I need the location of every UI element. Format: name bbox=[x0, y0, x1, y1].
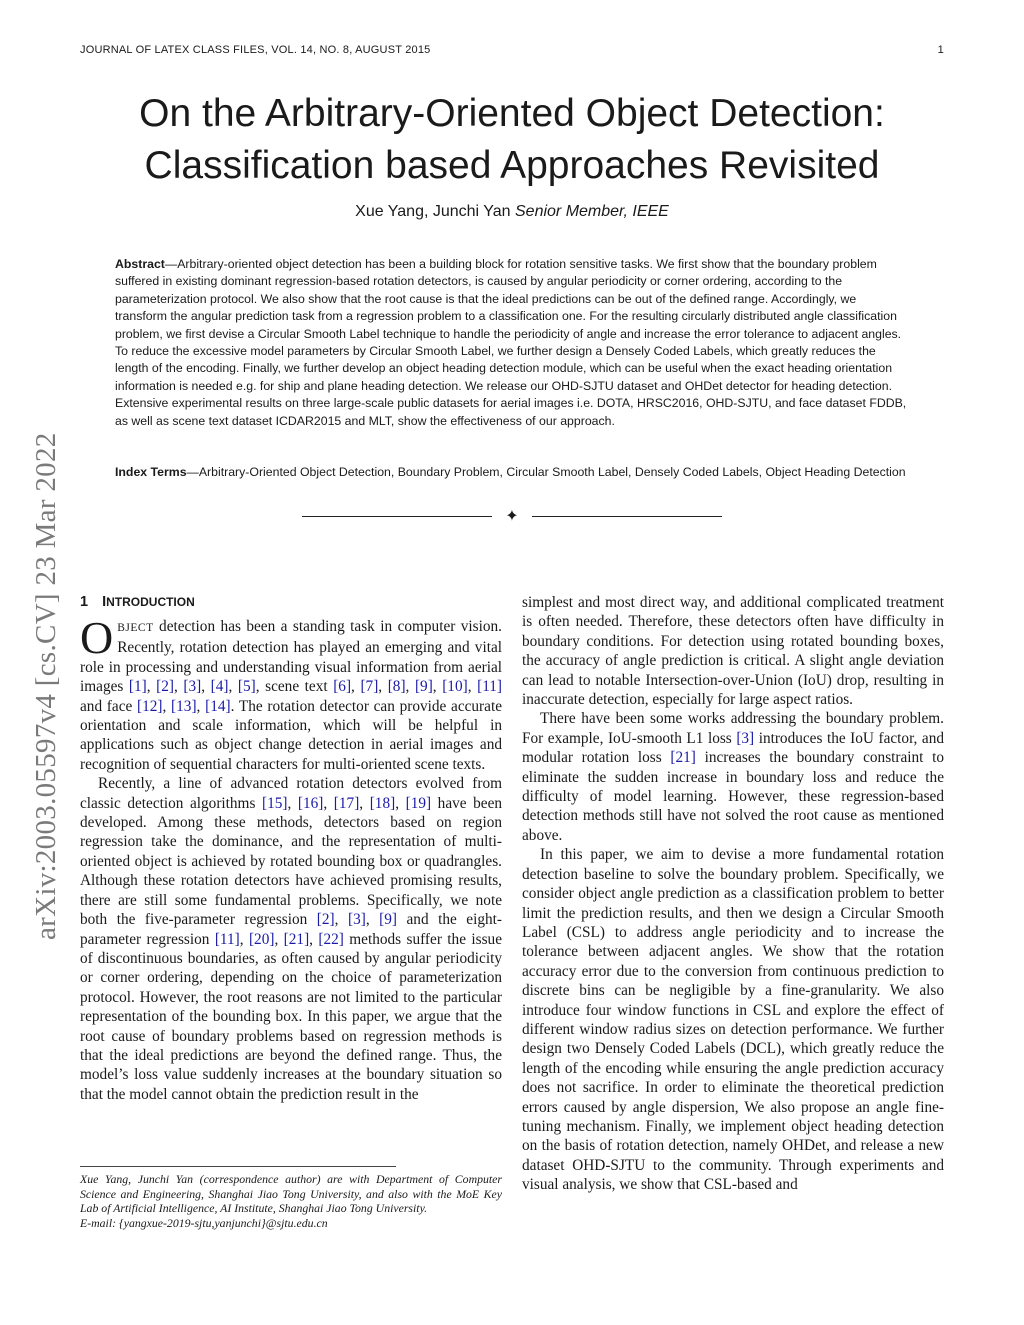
drop-cap: O bbox=[80, 612, 114, 663]
citation-link[interactable]: [19] bbox=[405, 794, 432, 812]
right-column bbox=[522, 593, 944, 1195]
citation-link[interactable]: [11] bbox=[214, 930, 240, 948]
drop-cap-smallcaps: BJECT bbox=[117, 622, 154, 634]
citation-link[interactable]: [9] bbox=[379, 911, 398, 929]
abstract-label: Abstract bbox=[115, 257, 165, 271]
citation-link[interactable]: [21] bbox=[670, 749, 696, 767]
citation-link[interactable]: [16] bbox=[297, 794, 324, 812]
footnote-rule bbox=[80, 1166, 396, 1167]
running-header bbox=[80, 44, 944, 60]
text-run: detection has been a standing task in computer vision. Recently, rotation detection has played an emerging and vital role in processing and understanding visual information from aerial images bbox=[80, 618, 502, 696]
citation-link[interactable]: [8] bbox=[387, 678, 406, 696]
intro-paragraph-3: simplest and most direct way, and additional complicated treatment is often needed. Therefore, these detectors often have difficulty in boundary conditions. For detection using rotated bounding boxes, the accuracy of angle prediction is critical. A slight angle deviation can lead to notable Intersection-over-Union (IoU) drop, resulting in inaccurate detection, especially for large aspect ratios. bbox=[522, 594, 944, 709]
paper-title bbox=[80, 88, 944, 192]
title-line-2: Classification based Approaches Revisited bbox=[144, 144, 880, 187]
citation-link[interactable]: [2] bbox=[316, 911, 335, 929]
citation-group: [1], [2], [3], [4], [5] bbox=[128, 678, 256, 696]
citation-link[interactable]: [3] bbox=[347, 911, 366, 929]
author-line bbox=[80, 203, 944, 221]
arxiv-identifier: arXiv:2003.05597v4 [cs.CV] 23 Mar 2022 bbox=[30, 432, 62, 940]
citation-link[interactable]: [10] bbox=[442, 678, 468, 696]
author-membership: Senior Member, IEEE bbox=[515, 203, 669, 220]
footnote-affiliation: Xue Yang, Junchi Yan (correspondence author) are with Department of Computer Science and Engineering, Shanghai Jiao Tong University, and also with the MoE Key Lab of Artificial Intelligence, AI Institute, Shanghai Jiao Tong University. bbox=[80, 1172, 502, 1216]
text-run: have been developed. Among these methods, detectors based on region regression take the dominance, and the representation of multi-oriented object is achieved by rotated bounding box or quadrangles. Although these rotation detectors have achieved promising results, there are still some fundamental problems. Specifically, we note both the five-parameter regression bbox=[80, 794, 503, 929]
divider-line-left bbox=[302, 516, 492, 517]
citation-link[interactable]: [14] bbox=[205, 697, 231, 715]
index-terms bbox=[115, 464, 910, 481]
citation-group: [11], [20], [21], [22] bbox=[214, 930, 344, 948]
citation-link[interactable]: [11] bbox=[477, 678, 503, 696]
journal-line: JOURNAL OF LATEX CLASS FILES, VOL. 14, NO. 8, AUGUST 2015 bbox=[80, 44, 431, 56]
section-title-rest: NTRODUCTION bbox=[106, 595, 195, 609]
intro-paragraph-1 bbox=[80, 612, 503, 774]
section-divider bbox=[302, 508, 722, 526]
citation-link[interactable]: [3] bbox=[736, 729, 755, 747]
citation-group: [2], [3], [9] bbox=[316, 911, 398, 929]
abstract bbox=[115, 256, 910, 430]
intro-paragraph-5: In this paper, we aim to devise a more fundamental rotation detection baseline to solve the boundary problem. Specifically, we consider object angle prediction as a classification problem to better limit the prediction results, and then we design a Circular Smooth Label (CSL) to address angle periodicity and to increase the tolerance between adjacent angles. We show that the rotation accuracy error due to the conversion from continuous prediction to discrete bins can be negligible by a fine-granularity. We also introduce four window functions in CSL and explore the effect of different window radius sizes on detection performance. We further design two Densely Coded Labels (DCL), which greatly reduce the length of the encoding while ensuring the angle prediction accuracy does not sacrifice. In order to eliminate the theoretical prediction errors caused by angle dispersion, We also propose an angle fine-tuning mechanism. Finally, we implement object heading detection on the basis of rotation detection, namely OHDet, and release a new dataset OHD-SJTU to the community. Through experiments and visual analysis, we show that CSL-based and bbox=[522, 846, 944, 1194]
citation-link[interactable]: [7] bbox=[360, 678, 379, 696]
left-column bbox=[80, 593, 502, 1104]
text-run: introduces the IoU factor, and modular rotation loss bbox=[522, 729, 945, 767]
citation-link[interactable]: [22] bbox=[318, 930, 344, 948]
citation-link[interactable]: [3] bbox=[183, 678, 202, 696]
citation-link[interactable]: [5] bbox=[237, 678, 256, 696]
index-terms-label: Index Terms bbox=[115, 465, 187, 479]
intro-paragraph-4 bbox=[522, 709, 944, 845]
citation-link[interactable]: [15] bbox=[261, 794, 288, 812]
citation-group: [15], [16], [17], [18], [19] bbox=[261, 794, 432, 812]
citation-link[interactable]: [18] bbox=[369, 794, 396, 812]
title-line-1: On the Arbitrary-Oriented Object Detection: bbox=[139, 92, 885, 135]
intro-paragraph-2 bbox=[80, 774, 502, 1104]
divider-diamond-icon: ✦ bbox=[505, 508, 519, 525]
citation-link[interactable]: [21] bbox=[283, 930, 310, 948]
text-run: and face bbox=[80, 697, 137, 715]
text-run: methods suffer the issue of discontinuous boundaries, as often caused by angular periodicity or corner ordering, depending on the choice of parameterization protocol. However, the root reasons are not limited to the particular representation of the bounding box. In this paper, we argue that the root cause of boundary problems based on regression methods is that the ideal predictions are beyond the defined range. Thus, the model’s loss value suddenly increases at the boundary situation so that the model cannot obtain the prediction result in the bbox=[80, 930, 502, 1103]
citation-link[interactable]: [4] bbox=[210, 678, 229, 696]
footnote-email: E-mail: {yangxue-2019-sjtu,yanjunchi}@sjtu.edu.cn bbox=[80, 1215, 328, 1230]
section-heading bbox=[80, 593, 502, 613]
divider-line-right bbox=[532, 516, 722, 517]
page-number: 1 bbox=[937, 44, 944, 56]
text-run: , scene text bbox=[255, 678, 334, 696]
citation-link[interactable]: [1] bbox=[128, 678, 147, 696]
citation-link[interactable]: [13] bbox=[171, 697, 197, 715]
footnote bbox=[80, 1172, 502, 1230]
citation-link[interactable]: [2] bbox=[156, 678, 174, 696]
abstract-text: —Arbitrary-oriented object detection has been a building block for rotation sensitive tasks. We first show that the boundary problem suffered in existing dominant regression-based rotation detectors, is caused by angular periodicity or corner ordering, according to the parameterization protocol. We also show that the root cause is that the ideal predictions can be out of the defined range. Accordingly, we transform the angular prediction task from a regression problem to a classification one. For the resulting circularly distributed angle classification problem, we first devise a Circular Smooth Label technique to handle the periodicity of angle and increase the error tolerance to adjacent angles. To reduce the excessive model parameters by Circular Smooth Label, we further design a Densely Coded Labels, which greatly reduces the length of the encoding. Finally, we further develop an object heading detection module, which can be useful when the exact heading orientation information is needed e.g. for ship and plane heading detection. We release our OHD-SJTU dataset and OHDet detector for heading detection. Extensive experimental results on three large-scale public datasets for aerial images i.e. DOTA, HRSC2016, OHD-SJTU, and face dataset FDDB, as well as scene text dataset ICDAR2015 and MLT, show the effectiveness of our approach. bbox=[115, 257, 907, 428]
citation-group: [6], [7], [8], [9], [10], [11] bbox=[333, 678, 503, 696]
text-run: and the eight-parameter regression bbox=[80, 911, 502, 948]
text-run: Recently, a line of advanced rotation detectors evolved from classic detection algorithms bbox=[80, 775, 502, 812]
text-run: . The rotation detector can provide accurate orientation and scale information, which will be helpful in applications such as object change detection in aerial images and recognition of sequential characters for multi-oriented scene texts. bbox=[80, 697, 502, 773]
text-run: There have been some works addressing the boundary problem. For example, IoU-smooth L1 loss bbox=[522, 710, 944, 747]
citation-link[interactable]: [6] bbox=[333, 678, 352, 696]
text-run: increases the boundary constraint to eliminate the sudden increase in boundary loss and reduce the difficulty of model learning. However, these regression-based detection methods still have not solved the root cause as mentioned above. bbox=[522, 749, 944, 844]
citation-link[interactable]: [12] bbox=[137, 697, 163, 715]
citation-group: [12], [13], [14] bbox=[137, 697, 231, 715]
citation-link[interactable]: [20] bbox=[248, 930, 275, 948]
section-first-letter: I bbox=[102, 594, 107, 610]
citation-link[interactable]: [9] bbox=[414, 678, 433, 696]
index-terms-text: —Arbitrary-Oriented Object Detection, Boundary Problem, Circular Smooth Label, Densely Coded Labels, Object Heading Detection bbox=[186, 465, 906, 479]
author-names: Xue Yang, Junchi Yan bbox=[355, 203, 511, 220]
section-number: 1 bbox=[80, 594, 89, 610]
citation-link[interactable]: [17] bbox=[333, 794, 360, 812]
